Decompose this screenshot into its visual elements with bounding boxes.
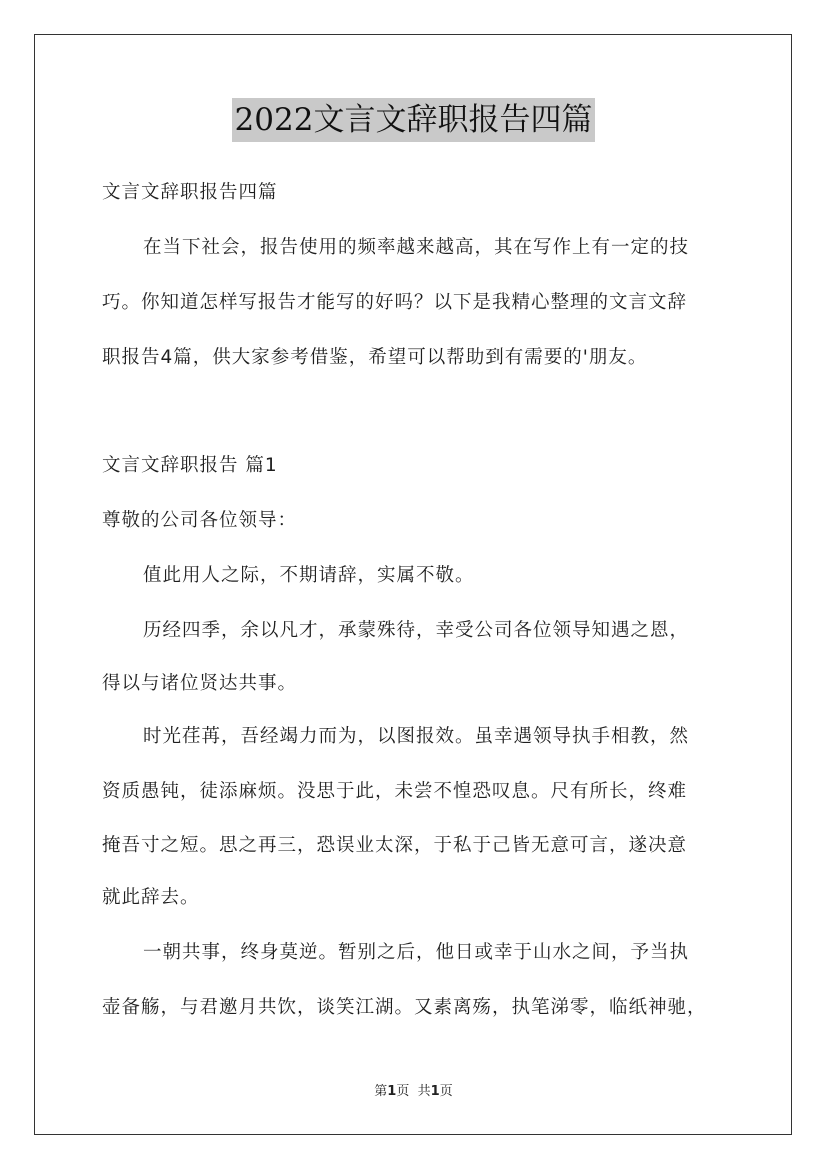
footer-total-suffix: 页 bbox=[439, 1084, 453, 1099]
body-line: 资质愚钝，徒添麻烦。没思于此，未尝不惶恐叹息。尺有所长，终难 bbox=[102, 781, 688, 802]
body-line: 壶备觞，与君邀月共饮，谈笑江湖。又素离殇，执笔涕零，临纸神驰， bbox=[102, 997, 707, 1018]
body-line: 值此用人之际，不期请辞，实属不敬。 bbox=[143, 565, 475, 586]
body-line: 得以与诸位贤达共事。 bbox=[102, 673, 298, 694]
page-footer bbox=[0, 1083, 827, 1101]
section-heading: 文言文辞职报告 篇1 bbox=[102, 455, 278, 476]
body-line: 历经四季，余以凡才，承蒙殊待，幸受公司各位领导知遇之恩， bbox=[143, 620, 690, 641]
footer-page-suffix: 页 bbox=[396, 1084, 410, 1099]
intro-line: 职报告4篇，供大家参考借鉴，希望可以帮助到有需要的'朋友。 bbox=[102, 347, 648, 368]
body-line: 掩吾寸之短。思之再三，恐误业太深，于私于己皆无意可言，遂决意 bbox=[102, 835, 688, 856]
body-line: 就此辞去。 bbox=[102, 887, 200, 908]
document-title: 2022文言文辞职报告四篇 bbox=[232, 98, 596, 142]
intro-line: 在当下社会，报告使用的频率越来越高，其在写作上有一定的技 bbox=[143, 237, 690, 258]
footer-total-prefix: 共 bbox=[417, 1084, 431, 1099]
body-line: 一朝共事，终身莫逆。暂别之后，他日或幸于山水之间，予当执 bbox=[143, 942, 690, 963]
intro-heading: 文言文辞职报告四篇 bbox=[102, 182, 278, 203]
salutation: 尊敬的公司各位领导： bbox=[102, 510, 298, 531]
footer-page-number: 1 bbox=[387, 1084, 397, 1099]
footer-page-prefix: 第 bbox=[374, 1084, 388, 1099]
body-line: 时光荏苒，吾经竭力而为，以图报效。虽幸遇领导执手相教，然 bbox=[143, 726, 690, 747]
title-container bbox=[0, 98, 827, 142]
intro-line: 巧。你知道怎样写报告才能写的好吗？以下是我精心整理的文言文辞 bbox=[102, 292, 688, 313]
footer-total-pages: 1 bbox=[430, 1084, 440, 1099]
